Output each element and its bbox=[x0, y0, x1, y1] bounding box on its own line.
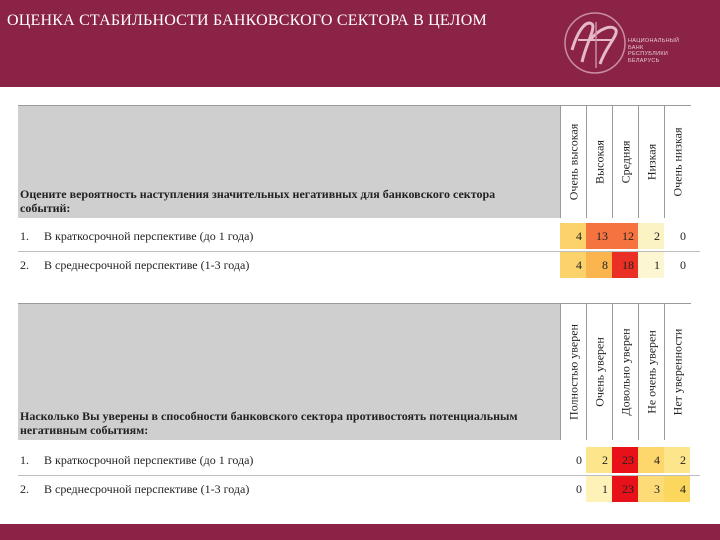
row-label: В среднесрочной перспективе (1-3 года) bbox=[44, 258, 250, 272]
column-header bbox=[586, 105, 613, 218]
value-cell: 0 bbox=[664, 223, 690, 249]
row-number: 2. bbox=[20, 482, 29, 496]
value-cell: 0 bbox=[560, 447, 586, 473]
question-text: Насколько Вы уверены в способности банковского сектора противостоять потенциальным негативным событиям: bbox=[20, 409, 518, 437]
table-row bbox=[18, 475, 700, 502]
column-header bbox=[612, 105, 639, 218]
value-cell: 3 bbox=[638, 476, 664, 502]
value-cell: 0 bbox=[664, 252, 690, 278]
header-bar bbox=[0, 0, 720, 87]
column-header-label: Довольно уверен bbox=[618, 328, 633, 416]
column-header bbox=[612, 303, 639, 440]
value-cell: 8 bbox=[586, 252, 612, 278]
value-cell: 2 bbox=[664, 447, 690, 473]
value-cell: 2 bbox=[638, 223, 664, 249]
column-header-label: Высокая bbox=[592, 140, 607, 184]
bank-logo-icon bbox=[560, 10, 630, 76]
value-cell: 4 bbox=[664, 476, 690, 502]
column-header bbox=[664, 105, 691, 218]
bank-name-line: БАНК bbox=[628, 44, 644, 51]
value-cell: 18 bbox=[612, 252, 638, 278]
value-cell: 1 bbox=[586, 476, 612, 502]
column-header-label: Не очень уверен bbox=[644, 330, 659, 414]
value-cell: 12 bbox=[612, 223, 638, 249]
value-cell: 4 bbox=[560, 252, 586, 278]
bank-name-line: РЕСПУБЛИКИ bbox=[628, 51, 669, 57]
question-cell bbox=[18, 105, 560, 218]
column-header bbox=[638, 105, 665, 218]
column-header-label: Очень низкая bbox=[670, 127, 685, 197]
table-row bbox=[18, 447, 700, 473]
table-row bbox=[18, 251, 700, 278]
value-cell: 23 bbox=[612, 476, 638, 502]
question-cell bbox=[18, 303, 560, 440]
column-header bbox=[560, 303, 587, 440]
page-title: ОЦЕНКА СТАБИЛЬНОСТИ БАНКОВСКОГО СЕКТОРА В ЦЕЛОМ bbox=[7, 12, 487, 29]
question-text: Оцените вероятность наступления значительных негативных для банковского сектора событий: bbox=[20, 187, 496, 215]
column-header-label: Очень высокая bbox=[566, 123, 581, 201]
bank-name-line: НАЦИОНАЛЬНЫЙ bbox=[628, 38, 680, 44]
column-header-label: Средняя bbox=[618, 140, 633, 184]
column-header-label: Нет уверенности bbox=[670, 328, 685, 416]
column-header-label: Очень уверен bbox=[592, 337, 607, 407]
value-cell: 2 bbox=[586, 447, 612, 473]
value-cell: 4 bbox=[560, 223, 586, 249]
value-cell: 1 bbox=[638, 252, 664, 278]
column-header bbox=[638, 303, 665, 440]
column-header bbox=[664, 303, 691, 440]
column-header bbox=[586, 303, 613, 440]
bank-name bbox=[628, 38, 708, 64]
row-label: В краткосрочной перспективе (до 1 года) bbox=[44, 453, 254, 467]
row-number: 2. bbox=[20, 258, 29, 272]
column-header-label: Полностью уверен bbox=[566, 324, 581, 420]
bank-name-line: БЕЛАРУСЬ bbox=[628, 57, 660, 64]
row-label: В краткосрочной перспективе (до 1 года) bbox=[44, 229, 254, 243]
value-cell: 13 bbox=[586, 223, 612, 249]
row-number: 1. bbox=[20, 229, 29, 243]
value-cell: 23 bbox=[612, 447, 638, 473]
column-header-label: Низкая bbox=[644, 143, 659, 181]
column-header bbox=[560, 105, 587, 218]
footer-bar bbox=[0, 524, 720, 540]
row-label: В среднесрочной перспективе (1-3 года) bbox=[44, 482, 250, 496]
row-number: 1. bbox=[20, 453, 29, 467]
value-cell: 4 bbox=[638, 447, 664, 473]
table-row bbox=[18, 223, 700, 249]
value-cell: 0 bbox=[560, 476, 586, 502]
